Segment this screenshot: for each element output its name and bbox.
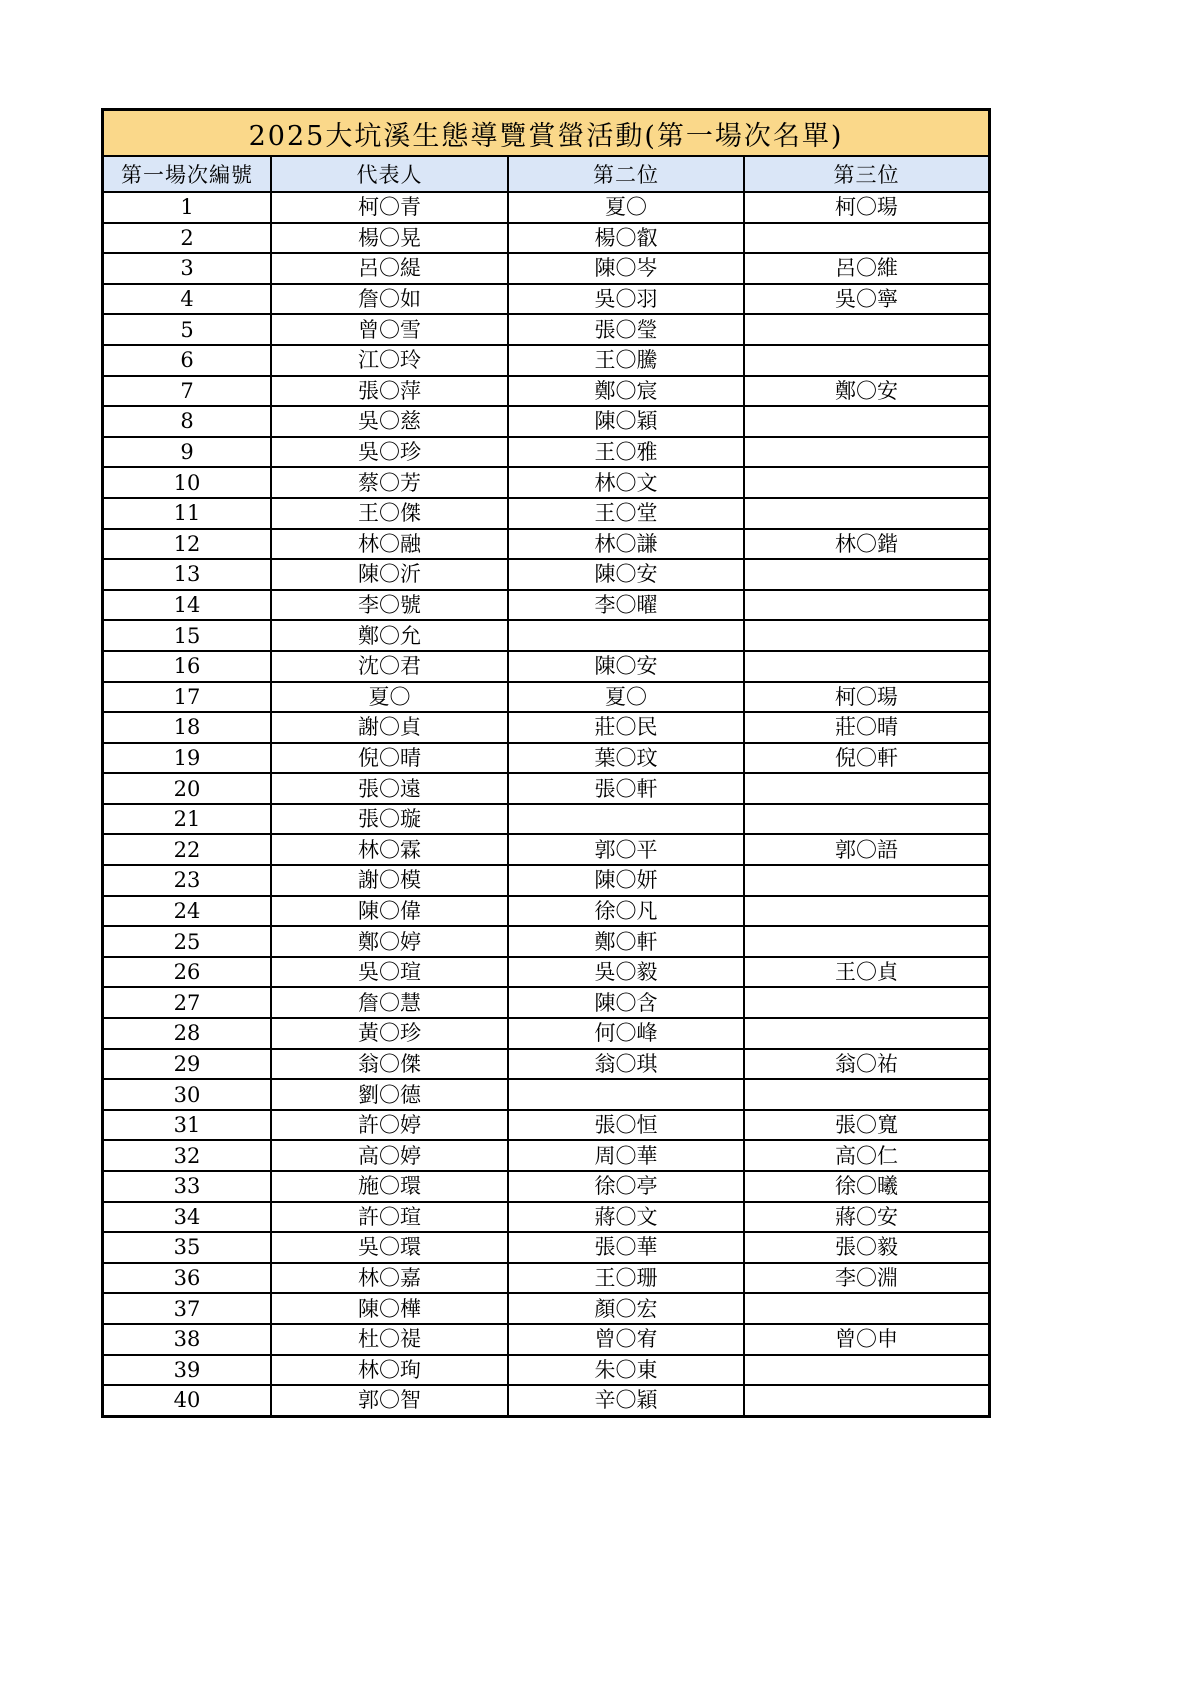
cell-second: 張〇華 xyxy=(508,1232,744,1263)
cell-second: 葉〇玟 xyxy=(508,743,744,774)
cell-representative: 王〇傑 xyxy=(271,498,508,529)
cell-third: 徐〇曦 xyxy=(744,1171,988,1202)
header-number: 第一場次編號 xyxy=(104,157,271,192)
cell-third: 蔣〇安 xyxy=(744,1202,988,1233)
cell-number: 26 xyxy=(104,957,271,988)
table-row xyxy=(104,192,988,223)
roster-table xyxy=(104,157,988,1415)
table-row xyxy=(104,1049,988,1080)
cell-representative: 吳〇環 xyxy=(271,1232,508,1263)
table-row xyxy=(104,834,988,865)
cell-second: 夏〇 xyxy=(508,192,744,223)
cell-representative: 黃〇珍 xyxy=(271,1018,508,1049)
cell-number: 36 xyxy=(104,1263,271,1294)
cell-third: 鄭〇安 xyxy=(744,376,988,407)
cell-representative: 吳〇瑄 xyxy=(271,957,508,988)
cell-number: 22 xyxy=(104,834,271,865)
cell-number: 18 xyxy=(104,712,271,743)
table-row xyxy=(104,498,988,529)
cell-third xyxy=(744,773,988,804)
table-row xyxy=(104,865,988,896)
table-row xyxy=(104,1202,988,1233)
cell-number: 15 xyxy=(104,620,271,651)
header-row xyxy=(104,157,988,192)
cell-number: 19 xyxy=(104,743,271,774)
table-row xyxy=(104,682,988,713)
cell-second: 辛〇穎 xyxy=(508,1385,744,1415)
cell-second: 郭〇平 xyxy=(508,834,744,865)
cell-second: 夏〇 xyxy=(508,682,744,713)
cell-second: 何〇峰 xyxy=(508,1018,744,1049)
cell-number: 33 xyxy=(104,1171,271,1202)
cell-third: 翁〇祐 xyxy=(744,1049,988,1080)
table-row xyxy=(104,1355,988,1386)
cell-third: 曾〇申 xyxy=(744,1324,988,1355)
cell-third xyxy=(744,590,988,621)
cell-second: 吳〇羽 xyxy=(508,284,744,315)
cell-second: 顏〇宏 xyxy=(508,1293,744,1324)
cell-second: 陳〇穎 xyxy=(508,406,744,437)
cell-second: 鄭〇宸 xyxy=(508,376,744,407)
cell-third: 柯〇瑒 xyxy=(744,192,988,223)
cell-third xyxy=(744,1355,988,1386)
cell-number: 30 xyxy=(104,1079,271,1110)
cell-representative: 翁〇傑 xyxy=(271,1049,508,1080)
cell-second: 張〇瑩 xyxy=(508,314,744,345)
cell-second: 鄭〇軒 xyxy=(508,926,744,957)
cell-third: 李〇淵 xyxy=(744,1263,988,1294)
cell-second: 陳〇岑 xyxy=(508,253,744,284)
table-row xyxy=(104,559,988,590)
cell-third xyxy=(744,926,988,957)
table-row xyxy=(104,223,988,254)
cell-second: 王〇珊 xyxy=(508,1263,744,1294)
table-row xyxy=(104,467,988,498)
cell-number: 4 xyxy=(104,284,271,315)
table-row xyxy=(104,1293,988,1324)
cell-representative: 杜〇禔 xyxy=(271,1324,508,1355)
cell-number: 7 xyxy=(104,376,271,407)
cell-second: 林〇謙 xyxy=(508,529,744,560)
cell-representative: 林〇融 xyxy=(271,529,508,560)
cell-number: 16 xyxy=(104,651,271,682)
cell-representative: 夏〇 xyxy=(271,682,508,713)
cell-second: 徐〇凡 xyxy=(508,896,744,927)
cell-representative: 倪〇晴 xyxy=(271,743,508,774)
header-third: 第三位 xyxy=(744,157,988,192)
table-row xyxy=(104,957,988,988)
cell-second xyxy=(508,620,744,651)
cell-number: 20 xyxy=(104,773,271,804)
cell-second: 吳〇毅 xyxy=(508,957,744,988)
cell-representative: 高〇婷 xyxy=(271,1140,508,1171)
cell-representative: 詹〇如 xyxy=(271,284,508,315)
table-row xyxy=(104,1232,988,1263)
cell-representative: 呂〇緹 xyxy=(271,253,508,284)
cell-third xyxy=(744,1385,988,1415)
cell-second: 陳〇安 xyxy=(508,559,744,590)
cell-number: 13 xyxy=(104,559,271,590)
cell-number: 25 xyxy=(104,926,271,957)
table-row xyxy=(104,406,988,437)
cell-second: 莊〇民 xyxy=(508,712,744,743)
cell-representative: 林〇珣 xyxy=(271,1355,508,1386)
cell-third xyxy=(744,620,988,651)
cell-third: 張〇寬 xyxy=(744,1110,988,1141)
cell-number: 5 xyxy=(104,314,271,345)
table-row xyxy=(104,437,988,468)
cell-representative: 曾〇雪 xyxy=(271,314,508,345)
table-row xyxy=(104,376,988,407)
table-row xyxy=(104,773,988,804)
cell-second: 王〇堂 xyxy=(508,498,744,529)
cell-third: 郭〇語 xyxy=(744,834,988,865)
cell-representative: 吳〇珍 xyxy=(271,437,508,468)
cell-third: 呂〇維 xyxy=(744,253,988,284)
cell-representative: 林〇霖 xyxy=(271,834,508,865)
table-row xyxy=(104,804,988,835)
cell-representative: 江〇玲 xyxy=(271,345,508,376)
cell-number: 21 xyxy=(104,804,271,835)
header-representative: 代表人 xyxy=(271,157,508,192)
table-row xyxy=(104,1140,988,1171)
table-row xyxy=(104,529,988,560)
cell-second: 楊〇叡 xyxy=(508,223,744,254)
cell-representative: 謝〇貞 xyxy=(271,712,508,743)
cell-representative: 許〇婷 xyxy=(271,1110,508,1141)
cell-third: 高〇仁 xyxy=(744,1140,988,1171)
table-row xyxy=(104,987,988,1018)
cell-second: 翁〇琪 xyxy=(508,1049,744,1080)
cell-number: 24 xyxy=(104,896,271,927)
cell-number: 40 xyxy=(104,1385,271,1415)
cell-representative: 張〇萍 xyxy=(271,376,508,407)
table-row xyxy=(104,651,988,682)
table-row xyxy=(104,896,988,927)
cell-representative: 許〇瑄 xyxy=(271,1202,508,1233)
cell-third xyxy=(744,406,988,437)
cell-number: 11 xyxy=(104,498,271,529)
table-row xyxy=(104,1263,988,1294)
table-row xyxy=(104,253,988,284)
cell-number: 32 xyxy=(104,1140,271,1171)
cell-representative: 謝〇模 xyxy=(271,865,508,896)
roster-body xyxy=(104,192,988,1415)
cell-number: 10 xyxy=(104,467,271,498)
cell-third xyxy=(744,223,988,254)
cell-representative: 張〇璇 xyxy=(271,804,508,835)
table-row xyxy=(104,1018,988,1049)
cell-second: 徐〇亭 xyxy=(508,1171,744,1202)
cell-second: 陳〇含 xyxy=(508,987,744,1018)
cell-number: 39 xyxy=(104,1355,271,1386)
cell-second: 蔣〇文 xyxy=(508,1202,744,1233)
cell-second: 李〇曜 xyxy=(508,590,744,621)
cell-third xyxy=(744,498,988,529)
cell-number: 8 xyxy=(104,406,271,437)
table-row xyxy=(104,1079,988,1110)
cell-third: 王〇貞 xyxy=(744,957,988,988)
cell-third xyxy=(744,559,988,590)
cell-third xyxy=(744,1293,988,1324)
cell-number: 12 xyxy=(104,529,271,560)
table-row xyxy=(104,314,988,345)
cell-representative: 陳〇樺 xyxy=(271,1293,508,1324)
cell-second: 陳〇安 xyxy=(508,651,744,682)
cell-representative: 陳〇偉 xyxy=(271,896,508,927)
roster-sheet xyxy=(101,108,991,1418)
table-row xyxy=(104,743,988,774)
cell-number: 31 xyxy=(104,1110,271,1141)
table-row xyxy=(104,284,988,315)
cell-third xyxy=(744,651,988,682)
cell-third xyxy=(744,345,988,376)
cell-second: 王〇雅 xyxy=(508,437,744,468)
cell-number: 29 xyxy=(104,1049,271,1080)
cell-second: 曾〇宥 xyxy=(508,1324,744,1355)
cell-representative: 林〇嘉 xyxy=(271,1263,508,1294)
cell-number: 14 xyxy=(104,590,271,621)
cell-representative: 郭〇智 xyxy=(271,1385,508,1415)
cell-third: 林〇鍇 xyxy=(744,529,988,560)
cell-third xyxy=(744,987,988,1018)
cell-third xyxy=(744,804,988,835)
cell-number: 28 xyxy=(104,1018,271,1049)
table-row xyxy=(104,1324,988,1355)
cell-number: 3 xyxy=(104,253,271,284)
cell-second: 林〇文 xyxy=(508,467,744,498)
sheet-title: 2025大坑溪生態導覽賞螢活動(第一場次名單) xyxy=(104,111,988,157)
cell-third xyxy=(744,314,988,345)
cell-number: 1 xyxy=(104,192,271,223)
cell-third xyxy=(744,467,988,498)
table-row xyxy=(104,620,988,651)
cell-representative: 楊〇晃 xyxy=(271,223,508,254)
cell-third: 張〇毅 xyxy=(744,1232,988,1263)
cell-third xyxy=(744,437,988,468)
cell-third: 莊〇晴 xyxy=(744,712,988,743)
cell-number: 2 xyxy=(104,223,271,254)
cell-representative: 李〇號 xyxy=(271,590,508,621)
cell-third xyxy=(744,1018,988,1049)
cell-representative: 鄭〇允 xyxy=(271,620,508,651)
cell-number: 35 xyxy=(104,1232,271,1263)
cell-number: 9 xyxy=(104,437,271,468)
cell-representative: 陳〇沂 xyxy=(271,559,508,590)
cell-third xyxy=(744,1079,988,1110)
cell-second: 陳〇妍 xyxy=(508,865,744,896)
table-row xyxy=(104,712,988,743)
cell-number: 38 xyxy=(104,1324,271,1355)
table-row xyxy=(104,590,988,621)
table-row xyxy=(104,1385,988,1415)
cell-representative: 詹〇慧 xyxy=(271,987,508,1018)
table-row xyxy=(104,926,988,957)
cell-third xyxy=(744,865,988,896)
cell-number: 34 xyxy=(104,1202,271,1233)
cell-representative: 施〇環 xyxy=(271,1171,508,1202)
cell-number: 23 xyxy=(104,865,271,896)
cell-representative: 鄭〇婷 xyxy=(271,926,508,957)
cell-third xyxy=(744,896,988,927)
cell-third: 倪〇軒 xyxy=(744,743,988,774)
cell-representative: 張〇遠 xyxy=(271,773,508,804)
cell-representative: 柯〇青 xyxy=(271,192,508,223)
cell-representative: 蔡〇芳 xyxy=(271,467,508,498)
cell-second: 朱〇東 xyxy=(508,1355,744,1386)
cell-second: 周〇華 xyxy=(508,1140,744,1171)
cell-second: 張〇恒 xyxy=(508,1110,744,1141)
cell-number: 37 xyxy=(104,1293,271,1324)
table-row xyxy=(104,345,988,376)
table-row xyxy=(104,1110,988,1141)
cell-second xyxy=(508,804,744,835)
cell-representative: 吳〇慈 xyxy=(271,406,508,437)
cell-second: 張〇軒 xyxy=(508,773,744,804)
table-row xyxy=(104,1171,988,1202)
cell-number: 27 xyxy=(104,987,271,1018)
cell-number: 6 xyxy=(104,345,271,376)
cell-representative: 劉〇德 xyxy=(271,1079,508,1110)
cell-second xyxy=(508,1079,744,1110)
cell-second: 王〇騰 xyxy=(508,345,744,376)
cell-number: 17 xyxy=(104,682,271,713)
cell-representative: 沈〇君 xyxy=(271,651,508,682)
header-second: 第二位 xyxy=(508,157,744,192)
cell-third: 柯〇瑒 xyxy=(744,682,988,713)
cell-third: 吳〇寧 xyxy=(744,284,988,315)
